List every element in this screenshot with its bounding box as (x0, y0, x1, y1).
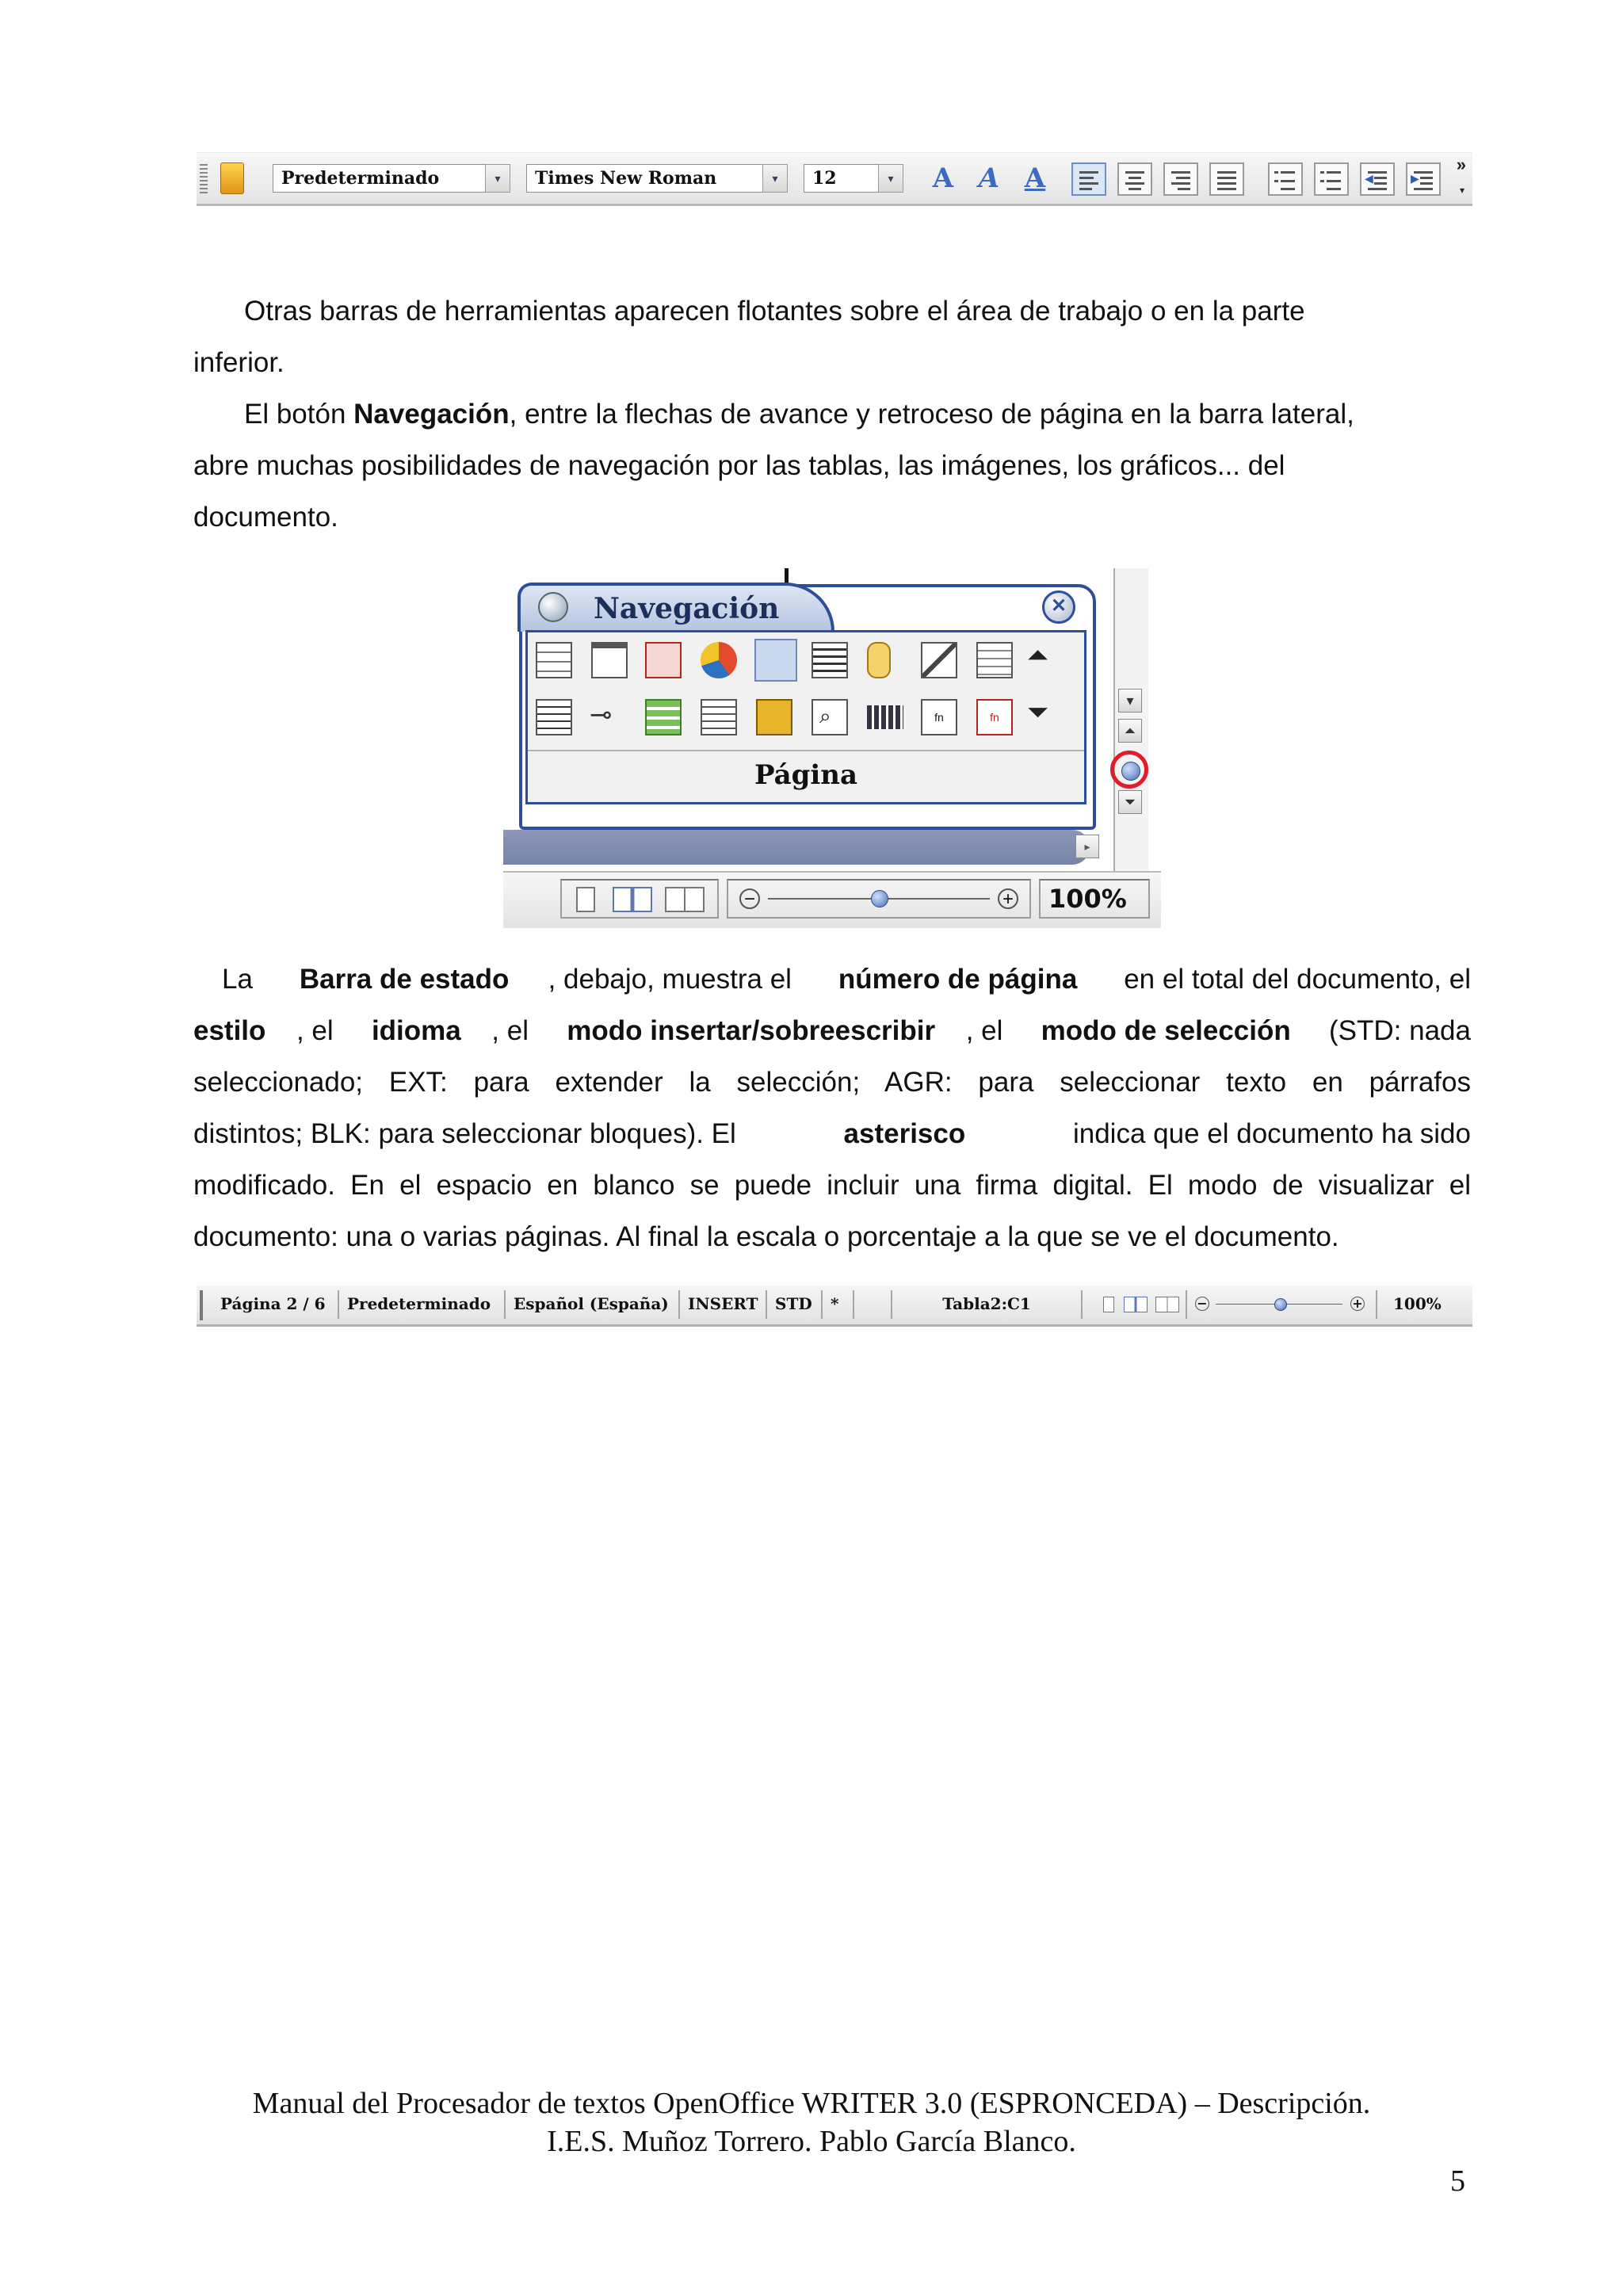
section-icon[interactable] (536, 699, 572, 735)
multi-page-view-icon[interactable] (613, 887, 652, 912)
navigator-screenshot (503, 568, 1161, 929)
footer-author-line: I.E.S. Muñoz Torrero. Pablo García Blanco. (547, 2125, 1076, 2158)
paragraph-line: modificado. En el espacio en blanco se puede incluir una firma digital. El modo de visualizar el (193, 1170, 1471, 1201)
align-right-icon[interactable] (1163, 162, 1198, 196)
horizontal-scrollbar[interactable] (503, 830, 1090, 865)
note-icon[interactable] (756, 699, 792, 735)
page-edge-mark (785, 568, 789, 584)
table-icon[interactable] (536, 642, 572, 678)
paragraph-bold-term: modo insertar/sobreescribir (567, 1015, 936, 1046)
bullets-icon[interactable] (1314, 162, 1349, 196)
index-entry-icon[interactable] (867, 705, 903, 729)
language-field[interactable]: Español (España) (506, 1290, 680, 1319)
paragraph-text: distintos; BLK: para seleccionar bloques). El (193, 1118, 744, 1149)
paragraph-line (193, 388, 1471, 440)
paragraph-bold-term: estilo (193, 1015, 266, 1046)
navigation-separator (528, 750, 1084, 751)
paragraph-text: , entre la flechas de avance y retroceso de página en la barra lateral, (509, 399, 1354, 430)
zoom-slider-cell (727, 879, 1031, 919)
table-formula-icon[interactable] (701, 699, 737, 735)
paragraph-text: (STD: nada (1321, 1015, 1471, 1046)
paragraph-text: La (222, 964, 261, 995)
next-page-icon[interactable]: ⏷ (1118, 790, 1142, 814)
zoom-slider-thumb[interactable] (1274, 1298, 1287, 1311)
paragraph-bold-term: Barra de estado (299, 964, 510, 995)
view-layout-field (1090, 1290, 1187, 1319)
paragraph-bold-term: idioma (371, 1015, 461, 1046)
zoom-slider-thumb[interactable] (871, 890, 888, 907)
zoom-out-icon[interactable]: − (1195, 1297, 1209, 1311)
vertical-scrollbar[interactable] (1113, 568, 1148, 917)
font-size-dropdown-button[interactable]: ▾ (878, 164, 903, 193)
align-left-icon[interactable] (1071, 162, 1106, 196)
paragraph-bold-term: modo de selección (1041, 1015, 1291, 1046)
zoom-percentage-field[interactable]: 100% (1393, 1294, 1442, 1313)
bookmark-pin-icon[interactable]: ⊸ (590, 700, 613, 730)
paragraph-bold-term: asterisco (843, 1118, 966, 1149)
font-name-dropdown-button[interactable]: ▾ (762, 164, 788, 193)
next-object-icon[interactable]: ⏷ (1027, 697, 1049, 728)
frame-icon[interactable] (591, 642, 628, 678)
paragraph-bold-term: Navegación (353, 399, 510, 430)
book-view-icon[interactable] (665, 887, 705, 912)
footer-title-line: Manual del Procesador de textos OpenOffice WRITER 3.0 (ESPRONCEDA) – Descripción. (252, 2087, 1371, 2120)
status-bar-detail (503, 871, 1161, 928)
page-style-field[interactable]: Predeterminado (339, 1290, 506, 1319)
view-layout-cell (560, 879, 719, 919)
single-page-view-icon[interactable] (576, 887, 595, 912)
paragraph-text: , debajo, muestra el (548, 964, 800, 995)
align-center-icon[interactable] (1117, 162, 1152, 196)
book-view-icon[interactable] (1155, 1297, 1179, 1312)
toolbar-overflow-chevron-icon[interactable]: » (1456, 155, 1466, 174)
font-name-combo[interactable]: Times New Roman (526, 164, 764, 193)
zoom-in-icon[interactable]: + (1350, 1297, 1365, 1311)
toolbar-grip-handle[interactable] (200, 164, 208, 196)
paragraph-line: abre muchas posibilidades de navegación por las tablas, las imágenes, los gráficos... del (193, 450, 1285, 481)
body-paragraph-toolbars (193, 285, 1471, 543)
italic-icon[interactable]: A (978, 162, 1000, 194)
digital-signature-field[interactable] (854, 1290, 892, 1319)
paragraph-text: , el (296, 1015, 342, 1046)
table-formula-fn-icon[interactable]: fn (921, 699, 957, 735)
page-number-field[interactable]: Página 2 / 6 (212, 1290, 339, 1319)
paragraph-line: documento. (193, 502, 338, 533)
status-bar-grip (200, 1290, 203, 1320)
heading-icon[interactable] (812, 642, 848, 678)
reminder-icon[interactable] (645, 699, 682, 735)
increase-indent-icon[interactable]: ▶ (1406, 162, 1441, 196)
toolbar-options-arrow-icon[interactable]: ▾ (1459, 185, 1465, 196)
paragraph-text: , el (491, 1015, 537, 1046)
object-info-field[interactable]: Tabla2:C1 (892, 1290, 1083, 1319)
paragraph-style-dropdown-button[interactable]: ▾ (485, 164, 510, 193)
font-size-combo[interactable]: 12 (804, 164, 880, 193)
paragraph-line (193, 953, 1471, 1005)
document-modified-field[interactable]: * (823, 1290, 854, 1319)
close-icon[interactable]: ✕ (1042, 590, 1075, 624)
numbering-icon[interactable] (1268, 162, 1303, 196)
paragraph-text: , el (965, 1015, 1011, 1046)
paragraph-line: inferior. (193, 347, 285, 378)
zoom-in-icon[interactable]: + (998, 888, 1018, 909)
paragraph-line (193, 1108, 1471, 1159)
paragraph-line (193, 1005, 1471, 1056)
decrease-indent-icon[interactable]: ◀ (1360, 162, 1395, 196)
body-paragraph-status-bar (193, 953, 1471, 1263)
formatting-toolbar (197, 152, 1472, 206)
navigation-title: Navegación (594, 592, 780, 625)
navigation-icon-panel (525, 630, 1086, 804)
multi-page-view-icon[interactable] (1124, 1297, 1148, 1312)
window-menu-icon[interactable] (538, 592, 568, 622)
paragraph-text: indica que el documento ha sido (1065, 1118, 1471, 1149)
wrong-table-formula-icon[interactable]: fn (976, 699, 1013, 735)
insert-mode-field[interactable]: INSERT (680, 1290, 767, 1319)
single-page-view-icon[interactable] (1103, 1297, 1114, 1312)
previous-object-icon[interactable]: ⏶ (1027, 640, 1049, 670)
navigation-mode-label: Página (754, 759, 858, 791)
zoom-percentage[interactable]: 100% (1039, 879, 1150, 919)
styles-formatting-icon[interactable] (220, 162, 244, 194)
draw-object-icon[interactable] (921, 642, 957, 678)
underline-icon[interactable]: A (1024, 162, 1046, 194)
justify-icon[interactable] (1209, 162, 1244, 196)
graphics-icon[interactable] (645, 642, 682, 678)
paragraph-style-combo[interactable]: Predeterminado (273, 164, 487, 193)
ole-object-icon[interactable] (701, 642, 737, 678)
page-number: 5 (1450, 2164, 1465, 2198)
navigation-button-icon[interactable] (1121, 762, 1140, 781)
status-bar (197, 1286, 1472, 1327)
page-icon[interactable] (754, 639, 797, 682)
bold-icon[interactable]: A (932, 162, 954, 194)
paragraph-text: en el total del documento, el (1116, 964, 1471, 995)
scroll-right-icon[interactable]: ▸ (1075, 835, 1099, 858)
paragraph-text: El botón (244, 399, 354, 430)
bookmark-icon[interactable] (867, 642, 891, 678)
zoom-out-icon[interactable]: − (739, 888, 760, 909)
search-icon[interactable]: ⌕ (812, 699, 848, 735)
scroll-down-icon[interactable]: ▾ (1118, 689, 1142, 712)
paragraph-line: Otras barras de herramientas aparecen flotantes sobre el área de trabajo o en la parte (244, 296, 1305, 327)
paragraph-line: documento: una o varias páginas. Al final la escala o porcentaje a la que se ve el documento. (193, 1221, 1339, 1252)
control-icon[interactable] (976, 642, 1013, 678)
selection-mode-field[interactable]: STD (767, 1290, 823, 1319)
zoom-slider-field (1187, 1290, 1377, 1319)
previous-page-icon[interactable]: ⏶ (1118, 719, 1142, 743)
paragraph-line: seleccionado; EXT: para extender la selección; AGR: para seleccionar texto en párrafos (193, 1067, 1471, 1098)
paragraph-bold-term: número de página (838, 964, 1078, 995)
